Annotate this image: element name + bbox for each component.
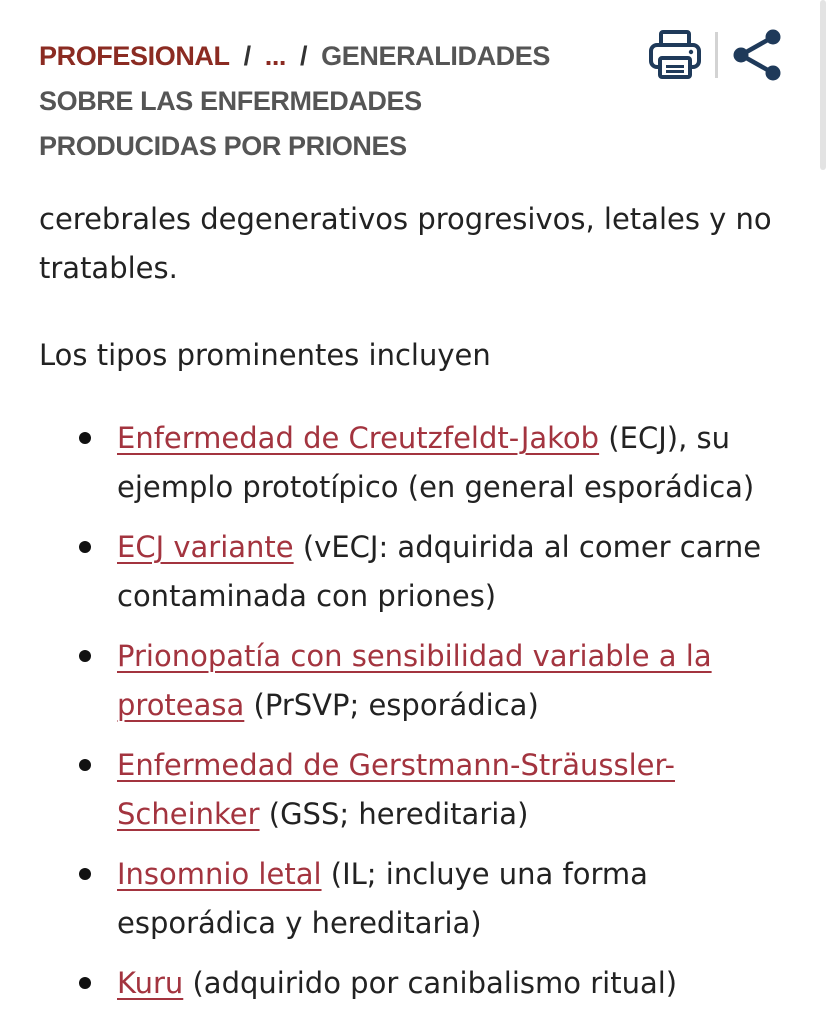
list-item (39, 523, 799, 621)
types-heading: Los tipos prominentes incluyen (39, 338, 491, 372)
breadcrumb-separator: / (300, 41, 308, 71)
list-item-text: (adquirido por canibalismo ritual) (183, 966, 678, 1000)
page-tools (645, 26, 795, 86)
list-item (39, 959, 799, 1008)
intro-paragraph: cerebrales degenerativos progresivos, letales y no tratables. (39, 202, 772, 285)
breadcrumb-separator: / (243, 41, 251, 71)
tools-divider (715, 32, 718, 78)
list-item (39, 632, 799, 730)
ecj-variante-link[interactable]: ECJ variante (117, 530, 294, 564)
breadcrumb-ellipsis[interactable]: ... (264, 41, 287, 71)
list-item-text: (ECJ), su ejemplo prototípico (en general esporádica) (117, 421, 755, 504)
breadcrumb (39, 34, 599, 169)
article-content (39, 195, 799, 1019)
list-item (39, 414, 799, 512)
bullet (79, 541, 91, 553)
scrollbar[interactable] (820, 0, 826, 170)
creutzfeldt-jakob-link[interactable]: Enfermedad de Creutzfeldt-Jakob (117, 421, 600, 455)
bullet (79, 868, 91, 880)
share-button[interactable] (727, 26, 787, 84)
prion-types-list (39, 414, 799, 1008)
list-item (39, 850, 799, 948)
printer-icon (647, 29, 703, 81)
prionopatia-link[interactable]: Prionopatía con sensibilidad variable a la proteasa (117, 639, 712, 722)
gerstmann-straussler-scheinker-link[interactable]: Enfermedad de Gerstmann-Sträussler-Scheinker (117, 748, 675, 831)
bullet (79, 650, 91, 662)
kuru-link[interactable]: Kuru (117, 966, 184, 1000)
bullet (79, 977, 91, 989)
list-item-text: (PrSVP; esporádica) (244, 688, 539, 722)
list-item-text: (GSS; hereditaria) (259, 797, 529, 831)
share-icon (729, 28, 785, 82)
bullet (79, 759, 91, 771)
insomnio-letal-link[interactable]: Insomnio letal (117, 857, 322, 891)
print-button[interactable] (645, 26, 705, 84)
bullet (79, 432, 91, 444)
list-item-text: (IL; incluye una forma esporádica y hereditaria) (117, 857, 648, 940)
list-item-text: (vECJ: adquirida al comer carne contaminada con priones) (117, 530, 762, 613)
breadcrumb-home-link[interactable]: PROFESIONAL (39, 41, 230, 71)
breadcrumb-current-page: GENERALIDADES SOBRE LAS ENFERMEDADES PRODUCIDAS POR PRIONES (39, 41, 550, 161)
header (0, 0, 830, 175)
list-item (39, 741, 799, 839)
